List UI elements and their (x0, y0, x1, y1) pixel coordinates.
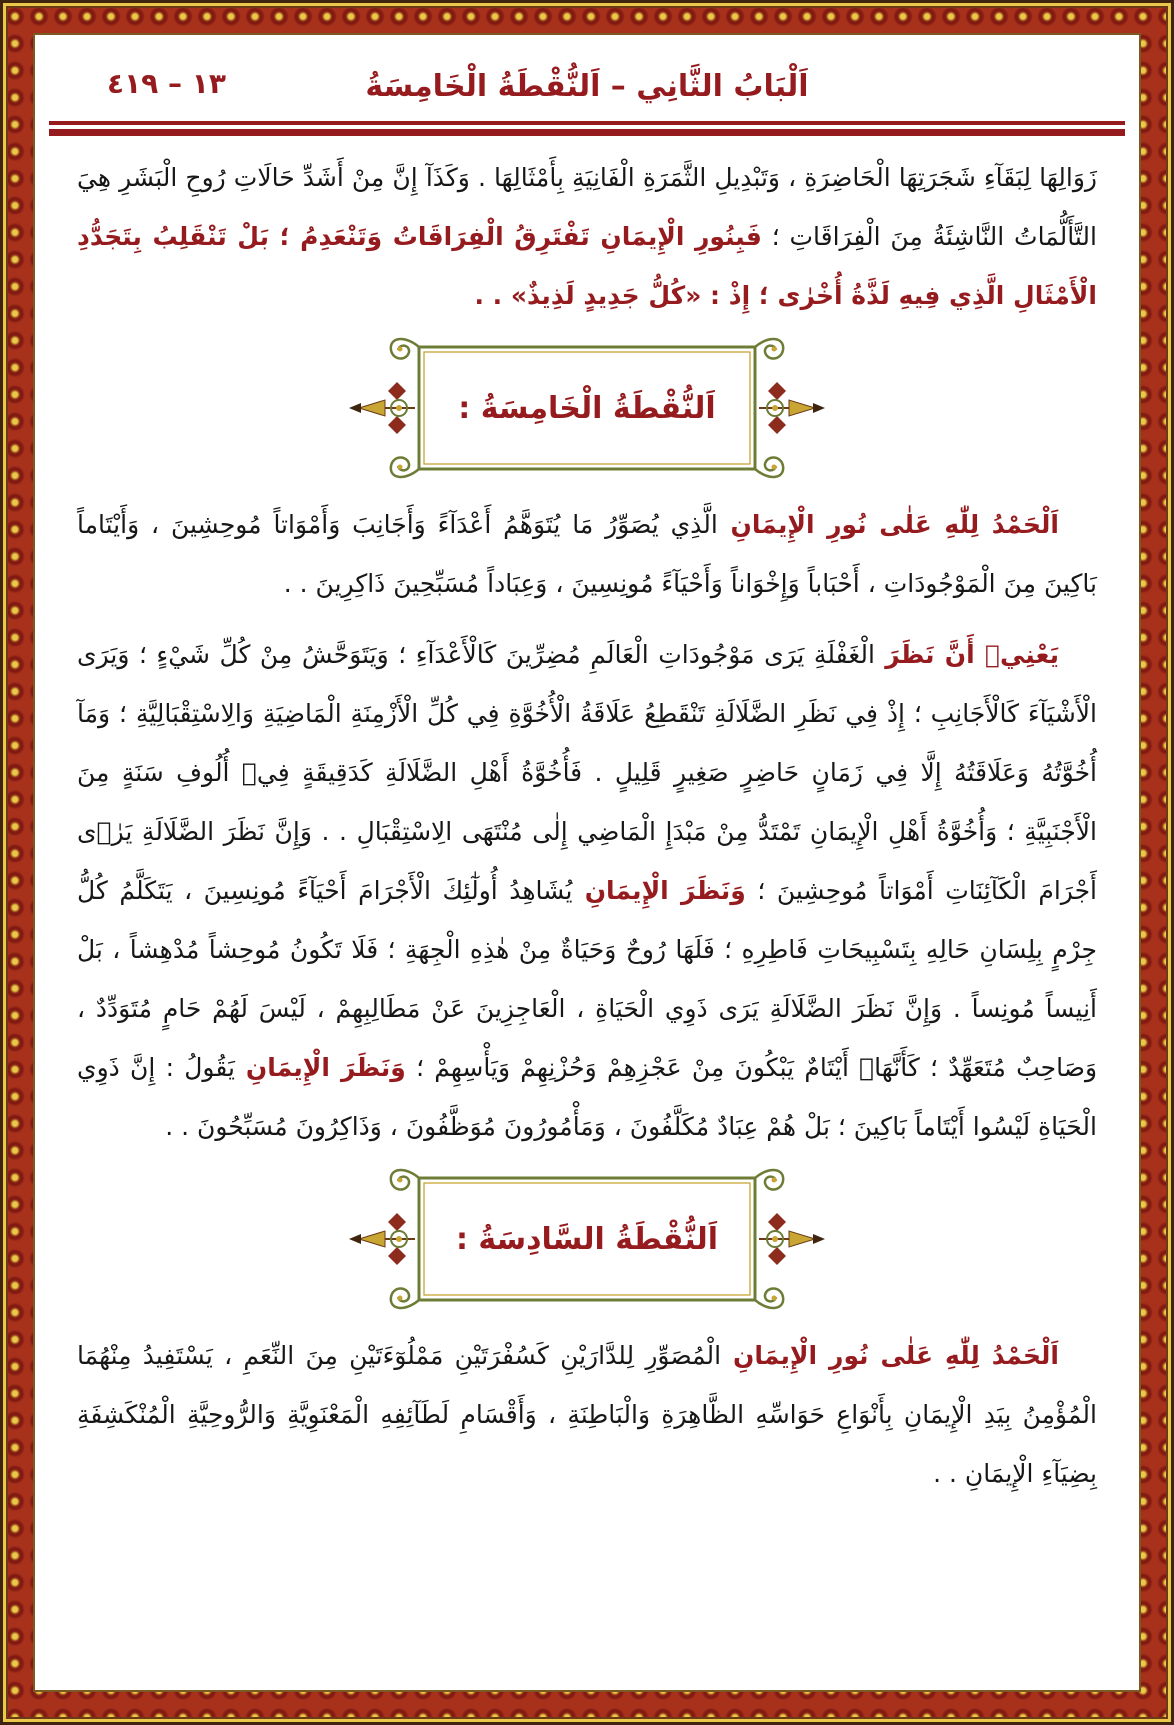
text-run-red: وَنَظَرَ الْإِيمَانِ (234, 1053, 406, 1082)
page-number: ١٣ – ٤١٩ (107, 67, 226, 100)
text-run-black: الْغَفْلَةِ يَرَى مَوْجُودَاتِ الْعَالَمِ مُضِرِّينَ كَالْأَعْدَآءِ ؛ وَيَتَوَحَّشُ مِنْ كُلِّ شَيْءٍ ؛ وَيَرَى الْأَشْيَآءَ كَالْأَجَانِبِ ؛ إِذْ فِي نَظَرِ الضَّلَالَةِ تَنْقَطِعُ عَلَاقَةُ الْأُخُوَّةِ فِي كُلِّ الْأَزْمِنَةِ الْمَاضِيَةِ وَالِاسْتِقْبَالِيَّةِ ؛ وَمَآ أُخُوَّتُهُ وَعَلَاقَتُهُ إِلَّا فِي زَمَانٍ حَاضِرٍ صَغِيرٍ قَلِيلٍ . فَأُخُوَّةُ أَهْلِ الضَّلَالَةِ كَدَقِيقَةٍ فِيۤ أُلُوفِ سَنَةٍ مِنَ الْأَجْنَبِيَّةِ ؛ وَأُخُوَّةُ أَهْلِ الْإِيمَانِ تَمْتَدُّ مِنْ مَبْدَإِ الْمَاضِي إِلٰى مُنْتَهَى الِاسْتِقْبَالِ . . وَإِنَّ نَظَرَ الضَّلَالَةِ يَرٰۤى أَجْرَامَ الْكَآئِنَاتِ أَمْوَاتاً مُوحِشِينَ ؛ (77, 640, 1097, 905)
body-paragraph-4 (77, 1326, 1097, 1503)
section-title-six: اَلنُّقْطَةُ السَّادِسَةُ : (455, 1221, 719, 1257)
text-run-black: الْمُصَوِّرِ لِلدَّارَيْنِ كَسُفْرَتَيْنِ مَمْلُوٓءَتَيْنِ مِنَ النِّعَمِ ، يَسْتَفِيدُ مِنْهُمَا الْمُؤْمِنُ بِيَدِ الْإِيمَانِ بِأَنْوَاعِ حَوَاسِّهِ الظَّاهِرَةِ وَالْبَاطِنَةِ ، وَأَقْسَامِ لَطَآئِفِهِ الْمَعْنَوِيَّةِ وَالرُّوحِيَّةِ الْمُنْكَشِفَةِ بِضِيَآءِ الْإِيمَانِ . . (77, 1341, 1097, 1488)
text-run-red: فَبِنُورِ الْإِيمَانِ تَفْتَرِقُ الْفِرَاقَاتُ وَتَنْعَدِمُ ؛ بَلْ تَنْقَلِبُ بِتَجَدُّدِ الْأَمْثَالِ الَّذِي فِيهِ لَذَّةُ أُخْرٰى ؛ إِذْ : «كُلُّ جَدِيدٍ لَذِيذٌ» . . (77, 222, 1097, 310)
text-run-red: وَنَظَرَ الْإِيمَانِ (572, 876, 746, 905)
text-run-black: يُشَاهِدُ أُولٰٓئِكَ الْأَجْرَامَ أَحْيَآءً مُونِسِينَ ، يَتَكَلَّمُ كُلُّ جِرْمٍ بِلِسَانِ حَالِهِ بِتَسْبِيحَاتِ فَاطِرِهِ ؛ فَلَهَا رُوحٌ وَحَيَاةٌ مِنْ هٰذِهِ الْجِهَةِ ؛ فَلَا تَكُونُ مُوحِشاً مُدْهِشاً ، بَلْ أَنِيساً مُونِساً . وَإِنَّ نَظَرَ الضَّلَالَةِ يَرَى ذَوِي الْحَيَاةِ ، الْعَاجِزِينَ عَنْ مَطَالِبِهِمْ ، لَيْسَ لَهُمْ حَامٍ مُتَوَدِّدٌ ، وَصَاحِبٌ مُتَعَهِّدٌ ؛ كَأَنَّهَاۤ أَيْتَامٌ يَبْكُونَ مِنْ عَجْزِهِمْ وَحُزْنِهِمْ وَيَأْسِهِمْ ؛ (77, 876, 1098, 1082)
divider-thin-rule (49, 121, 1125, 125)
text-run-black: يَقُولُ : إِنَّ ذَوِي الْحَيَاةِ لَيْسُوا أَيْتَاماً بَاكِينَ ؛ بَلْ هُمْ عِبَادٌ مُكَلَّفُونَ ، وَمَأْمُورُونَ مُوَظَّفُونَ ، وَذَاكِرُونَ مُسَبِّحُونَ . . (77, 1053, 1097, 1141)
body-paragraph-2 (77, 495, 1097, 613)
section-cartouche-five (327, 333, 847, 483)
text-run-red: اَلْحَمْدُ لِلّٰهِ عَلٰى نُورِ الْإِيمَانِ (721, 1341, 1059, 1370)
section-cartouche-six (327, 1164, 847, 1314)
text-run-red: اَلْحَمْدُ لِلّٰهِ عَلٰى نُورِ الْإِيمَانِ (717, 510, 1059, 539)
section-title-five: اَلنُّقْطَةُ الْخَامِسَةُ : (458, 390, 716, 426)
page-header (77, 57, 1097, 117)
body-paragraph-1 (77, 148, 1097, 325)
body-paragraph-3 (77, 625, 1097, 1156)
text-run-black: الَّذِي يُصَوِّرُ مَا يُتَوَهَّمُ أَعْدَآءً وَأَجَانِبَ وَأَمْوَاتاً مُوحِشِينَ ، وَأَيْتَاماً بَاكِينَ مِنَ الْمَوْجُودَاتِ ، أَحْبَاباً وَإِخْوَاناً وَأَحْيَآءً مُونِسِينَ ، وَعِبَاداً مُسَبِّحِينَ ذَاكِرِينَ . . (77, 510, 1097, 598)
text-run-black: زَوَالِهَا لِبَقَآءِ شَجَرَتِهَا الْحَاضِرَةِ ، وَتَبْدِيلِ الثَّمَرَةِ الْفَانِيَةِ بِأَمْثَالِهَا . وَكَذَآ إِنَّ مِنْ أَشَدِّ حَالَاتِ رُوحِ الْبَشَرِ هِيَ التَّأَلُّمَاتُ النَّاشِئَةُ مِنَ الْفِرَاقَاتِ ؛ (77, 163, 1098, 251)
text-run-red: يَعْنِيۤ أَنَّ نَظَرَ (874, 640, 1059, 669)
chapter-title: اَلْبَابُ الثَّانِي – اَلنُّقْطَةُ الْخَامِسَةُ (365, 69, 809, 104)
page (33, 33, 1141, 1692)
divider-thick-rule (49, 129, 1125, 136)
header-divider (49, 121, 1125, 136)
